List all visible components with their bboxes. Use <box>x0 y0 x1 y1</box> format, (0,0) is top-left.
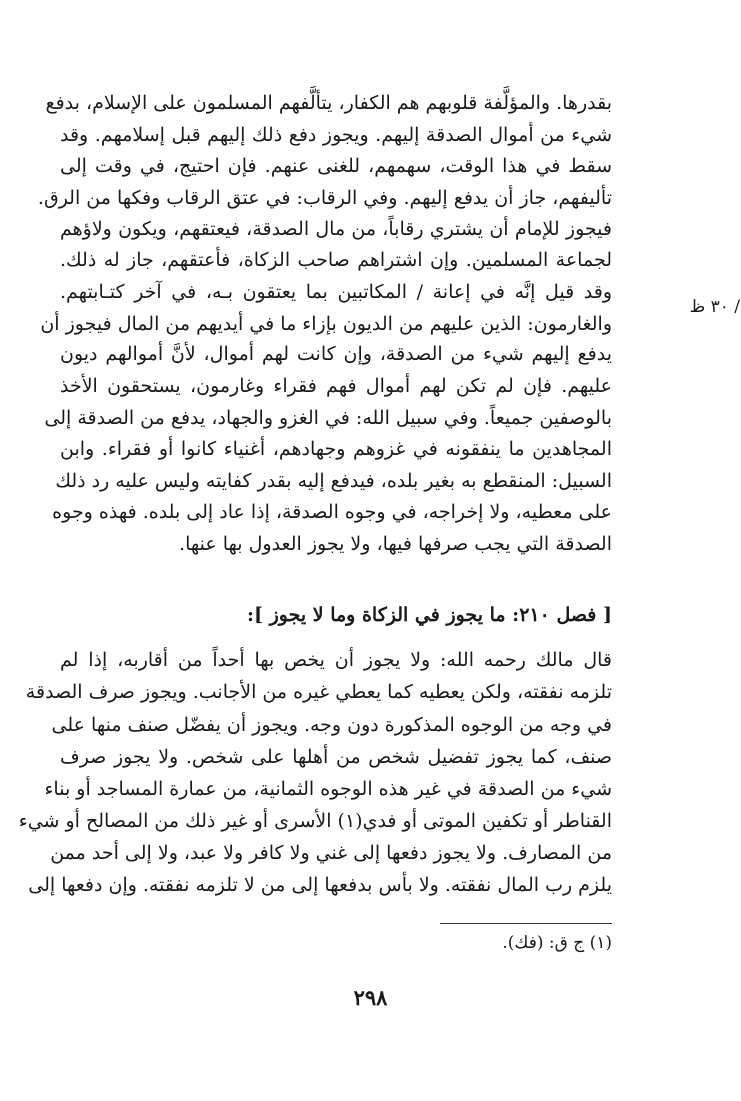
text-line: المجاهدين ما ينفقونه في غزوهم وجهادهم، أغنياء كانوا أو فقراء. وابن <box>60 438 612 460</box>
text-line: والغارمون: الذين عليهم من الديون بإزاء ما في أيديهم من المال فيجوز أن <box>40 313 612 335</box>
text-line: في وجه من الوجوه المذكورة دون وجه. ويجوز أن يفضّل صنف منها على <box>51 714 612 736</box>
text-line: يدفع إليهم شيء من الصدقة، وإن كانت لهم أموال، لأنَّ أموالهم ديون <box>60 343 612 365</box>
text-line: بقدرها. والمؤلَّفة قلوبهم هم الكفار، يتألَّفهم المسلمون على الإسلام، بدفع <box>45 92 612 114</box>
text-line: فيجوز للإمام أن يشتري رقاباً، من مال الصدقة، فيعتقهم، ويكون ولاؤهم <box>60 218 612 240</box>
text-line: شيء من الصدقة في غير هذه الوجوه الثمانية، من عمارة المساجد أو بناء <box>44 778 612 800</box>
text-line: السبيل: المنقطع به بغير بلده، فيدفع إليه بقدر كفايته وليس عليه رد ذلك <box>55 470 612 492</box>
text-line: صنف، كما يجوز تفضيل شخص من أهلها على شخص. ولا يجوز صرف <box>60 746 612 768</box>
text-line: بالوصفين جميعاً. وفي سبيل الله: في الغزو والجهاد، يدفع من الصدقة إلى <box>44 407 612 429</box>
text-line: تلزمه نفقته، ولكن يعطيه كما يعطي غيره من الأجانب. ويجوز صرف الصدقة <box>25 681 612 703</box>
text-line: القناطر أو تكفين الموتى أو فدي(١) الأسرى أو غير ذلك من المصالح أو شيء <box>18 810 612 832</box>
text-line: من المصارف. ولا يجوز دفعها إلى غني ولا كافر ولا عبد، ولا إلى أحد ممن <box>50 842 612 864</box>
margin-folio-note: / ٣٠ ظ <box>689 297 740 317</box>
text-line: قال مالك رحمه الله: ولا يجوز أن يخص بها أحداً من أقاربه، إذا لم <box>60 649 612 671</box>
text-line: على معطيه، ولا إخراجه، في وجوه الصدقة، إذا عاد إلى بلده. فهذه وجوه <box>52 501 612 523</box>
section-heading: [ فصل ٢١٠: ما يجوز في الزكاة وما لا يجوز ]: <box>246 604 612 626</box>
text-line: سقط في هذا الوقت، سهمهم، للغنى عنهم. فإن احتيج، في وقت إلى <box>60 155 612 177</box>
text-line: شيء من أموال الصدقة إليهم. ويجوز دفع ذلك إليهم قبل إسلامهم. وقد <box>60 124 612 146</box>
footnote: (١) ج ق: (فك). <box>502 933 612 953</box>
page-number: ٢٩٨ <box>353 985 388 1010</box>
text-line: وقد قيل إنَّه في إعانة / المكاتبين بما يعتقون بـه، في آخر كتـابتهم. <box>60 281 612 303</box>
text-line: الصدقة التي يجب صرفها فيها، ولا يجوز العدول بها عنها. <box>179 533 612 555</box>
text-line: لجماعة المسلمين. وإن اشتراهم صاحب الزكاة، فأعتقهم، جاز له ذلك. <box>60 249 612 271</box>
text-line: تأليفهم، جاز أن يدفع إليهم. وفي الرقاب: في عتق الرقاب وفكها من الرق. <box>37 187 612 209</box>
text-line: عليهم. فإن لم تكن لهم أموال فهم فقراء وغارمون، يستحقون الأخذ <box>60 375 612 397</box>
footnote-divider <box>440 923 612 924</box>
text-line: يلزم رب المال نفقته. ولا بأس بدفعها إلى من لا تلزمه نفقته. وإن دفعها إلى <box>28 874 612 896</box>
